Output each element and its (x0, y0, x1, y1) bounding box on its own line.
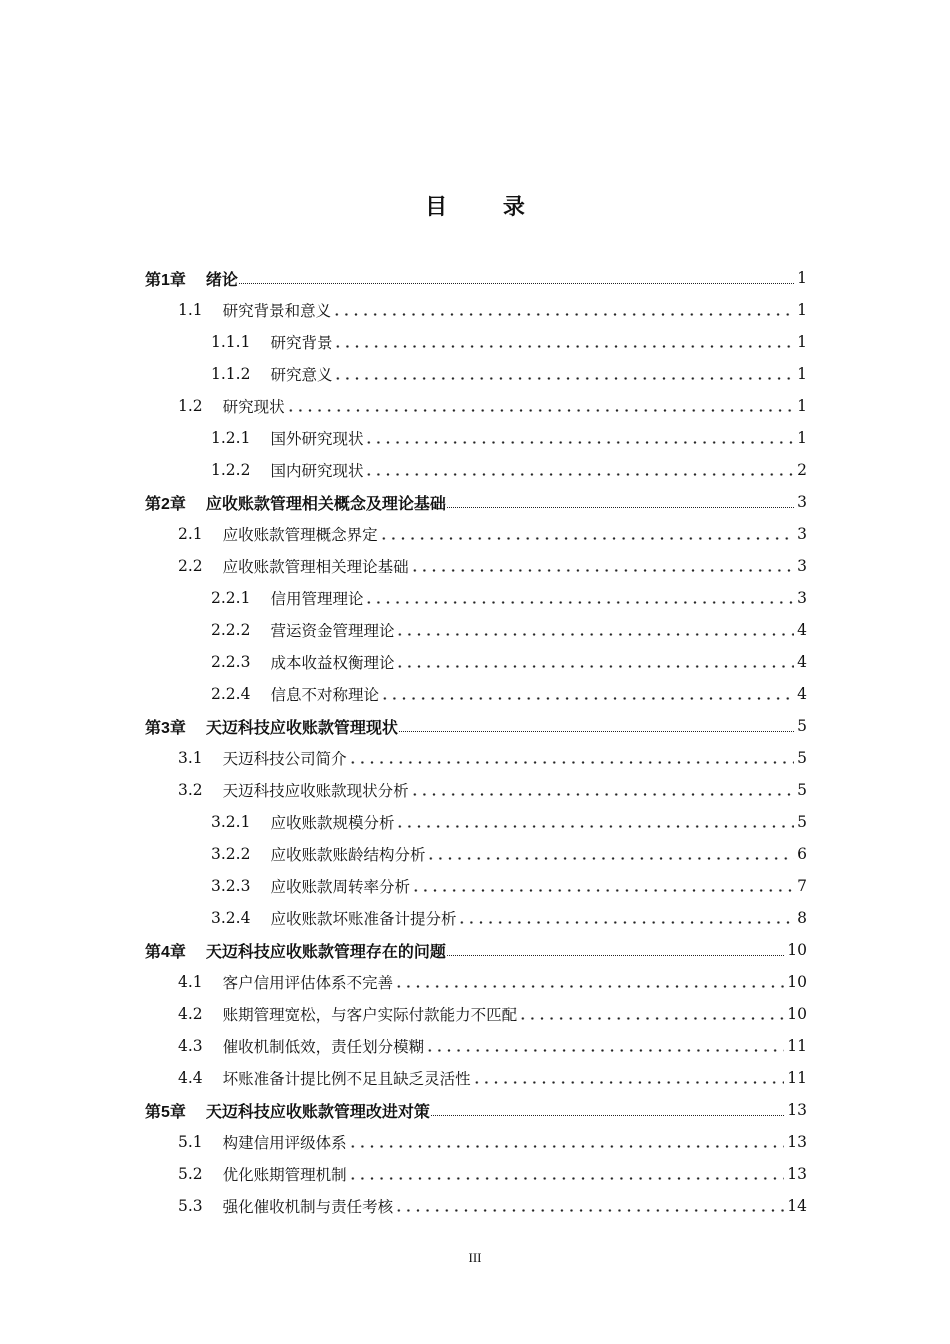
toc-entry-level-2[interactable] (178, 1030, 807, 1062)
toc-entry-label: 天迈科技应收账款管理现状 (205, 719, 398, 737)
dot-leader (431, 1111, 784, 1116)
toc-entry-number: 1.1 (178, 301, 203, 319)
dot-leader (518, 1017, 784, 1020)
dot-leader (333, 377, 794, 380)
toc-entry-page-number: 13 (787, 1101, 807, 1119)
toc-entry-level-2[interactable] (178, 1062, 807, 1094)
toc-entry-number: 2.2.3 (211, 653, 251, 671)
dot-leader (348, 761, 794, 764)
toc-entry-number: 1.2.2 (211, 461, 251, 479)
dot-leader (472, 1081, 785, 1084)
dot-leader (457, 921, 794, 924)
toc-entry-label: 研究背景和意义 (222, 302, 332, 320)
dot-leader (395, 665, 794, 668)
toc-entry-number: 2.1 (178, 525, 203, 543)
toc-entry-page-number: 10 (787, 973, 807, 991)
toc-entry-page-number: 5 (797, 813, 807, 831)
toc-entry-label: 信息不对称理论 (270, 686, 379, 704)
toc-entry-number: 第4章 (145, 943, 186, 961)
toc-entry-level-3[interactable] (211, 422, 807, 454)
dot-leader (239, 279, 794, 284)
toc-entry-label: 成本收益权衡理论 (270, 654, 395, 672)
toc-entry-number: 4.3 (178, 1037, 203, 1055)
toc-entry-level-2[interactable] (178, 742, 807, 774)
toc-entry-number: 3.2.1 (211, 813, 251, 831)
toc-entry-page-number: 6 (797, 845, 807, 863)
toc-entry-page-number: 1 (797, 333, 807, 351)
toc-entry-label: 优化账期管理机制 (222, 1166, 347, 1184)
dot-leader (411, 889, 794, 892)
toc-entry-page-number: 1 (797, 365, 807, 383)
toc-entry-level-2[interactable] (178, 518, 807, 550)
toc-entry-level-2[interactable] (178, 1190, 807, 1222)
toc-entry-label: 坏账准备计提比例不足且缺乏灵活性 (222, 1070, 471, 1088)
toc-entry-label: 研究意义 (270, 366, 333, 384)
toc-entry-page-number: 7 (797, 877, 807, 895)
toc-title: 目 录 (425, 195, 549, 220)
toc-entry-level-3[interactable] (211, 326, 807, 358)
toc-entry-number: 4.2 (178, 1005, 203, 1023)
toc-entry-label: 构建信用评级体系 (222, 1134, 347, 1152)
toc-entry-label: 研究背景 (270, 334, 333, 352)
toc-entry-level-1[interactable] (145, 1094, 807, 1126)
toc-entry-page-number: 5 (797, 717, 807, 735)
toc-entry-number: 第3章 (145, 719, 186, 737)
toc-entry-page-number: 5 (797, 749, 807, 767)
toc-entry-level-3[interactable] (211, 646, 807, 678)
toc-entry-page-number: 11 (787, 1037, 807, 1055)
toc-entry-number: 3.2.2 (211, 845, 251, 863)
toc-entry-page-number: 10 (787, 941, 807, 959)
toc-entry-number: 5.2 (178, 1165, 203, 1183)
toc-entry-label: 天迈科技应收账款管理改进对策 (205, 1103, 430, 1121)
dot-leader (348, 1145, 785, 1148)
toc-entry-level-2[interactable] (178, 550, 807, 582)
toc-entry-level-3[interactable] (211, 678, 807, 710)
dot-leader (395, 825, 794, 828)
toc-entry-number: 5.3 (178, 1197, 203, 1215)
toc-entry-page-number: 3 (797, 525, 807, 543)
toc-entry-page-number: 13 (787, 1133, 807, 1151)
dot-leader (426, 857, 794, 860)
dot-leader (447, 951, 784, 956)
toc-entry-number: 2.2 (178, 557, 203, 575)
toc-entry-label: 应收账款规模分析 (270, 814, 395, 832)
toc-entry-level-2[interactable] (178, 774, 807, 806)
dot-leader (410, 793, 794, 796)
toc-entry-label: 强化催收机制与责任考核 (222, 1198, 394, 1216)
toc-entry-label: 账期管理宽松，与客户实际付款能力不匹配 (222, 1006, 518, 1024)
dot-leader (447, 503, 794, 508)
toc-entry-level-2[interactable] (178, 1126, 807, 1158)
toc-entry-level-1[interactable] (145, 486, 807, 518)
dot-leader (425, 1049, 784, 1052)
toc-entry-label: 应收账款管理概念界定 (222, 526, 378, 544)
toc-entry-label: 应收账款坏账准备计提分析 (270, 910, 457, 928)
dot-leader (410, 569, 794, 572)
toc-entry-page-number: 11 (787, 1069, 807, 1087)
toc-entry-label: 应收账款管理相关概念及理论基础 (205, 495, 446, 513)
toc-entry-label: 国外研究现状 (270, 430, 364, 448)
toc-entry-level-3[interactable] (211, 902, 807, 934)
dot-leader (286, 409, 794, 412)
toc-entry-number: 第2章 (145, 495, 186, 513)
toc-entry-label: 催收机制低效，责任划分模糊 (222, 1038, 425, 1056)
dot-leader (394, 1209, 784, 1212)
toc-entry-number: 1.1.2 (211, 365, 251, 383)
toc-entry-label: 天迈科技公司简介 (222, 750, 347, 768)
toc-entry-level-3[interactable] (211, 614, 807, 646)
dot-leader (395, 633, 794, 636)
toc-entry-number: 5.1 (178, 1133, 203, 1151)
toc-entry-level-3[interactable] (211, 870, 807, 902)
toc-entry-page-number: 1 (797, 397, 807, 415)
toc-entry-level-3[interactable] (211, 358, 807, 390)
toc-entry-number: 1.2 (178, 397, 203, 415)
toc-entry-number: 2.2.4 (211, 685, 251, 703)
toc-entry-number: 3.2.4 (211, 909, 251, 927)
dot-leader (364, 441, 794, 444)
toc-entry-page-number: 3 (797, 589, 807, 607)
toc-entry-level-3[interactable] (211, 806, 807, 838)
toc-entry-number: 2.2.1 (211, 589, 251, 607)
toc-entry-page-number: 1 (797, 301, 807, 319)
dot-leader (399, 727, 794, 732)
toc-entry-number: 3.2 (178, 781, 203, 799)
toc-entry-level-2[interactable] (178, 294, 807, 326)
toc-entry-label: 绪论 (205, 271, 238, 289)
toc-entry-level-2[interactable] (178, 390, 807, 422)
dot-leader (394, 985, 784, 988)
toc-entry-page-number: 1 (797, 269, 807, 287)
toc-entry-label: 研究现状 (222, 398, 285, 416)
toc-entry-number: 3.1 (178, 749, 203, 767)
toc-entry-level-2[interactable] (178, 966, 807, 998)
toc-entry-number: 第5章 (145, 1103, 186, 1121)
toc-entry-label: 天迈科技应收账款管理存在的问题 (205, 943, 446, 961)
page-number-footer: III (468, 1250, 482, 1265)
toc-entry-page-number: 4 (797, 653, 807, 671)
toc-entry-page-number: 4 (797, 621, 807, 639)
dot-leader (348, 1177, 785, 1180)
toc-entry-label: 应收账款周转率分析 (270, 878, 410, 896)
toc-entry-level-1[interactable] (145, 262, 807, 294)
toc-entry-number: 2.2.2 (211, 621, 251, 639)
dot-leader (379, 537, 794, 540)
toc-entry-number: 3.2.3 (211, 877, 251, 895)
toc-entry-page-number: 8 (797, 909, 807, 927)
dot-leader (364, 601, 794, 604)
toc-entry-label: 应收账款账龄结构分析 (270, 846, 426, 864)
toc-entry-level-3[interactable] (211, 838, 807, 870)
toc-entry-page-number: 1 (797, 429, 807, 447)
toc-entry-label: 客户信用评估体系不完善 (222, 974, 394, 992)
toc-entry-page-number: 3 (797, 557, 807, 575)
dot-leader (333, 345, 794, 348)
toc-entry-label: 天迈科技应收账款现状分析 (222, 782, 409, 800)
toc-entry-number: 4.4 (178, 1069, 203, 1087)
toc-entry-label: 国内研究现状 (270, 462, 364, 480)
toc-entry-level-3[interactable] (211, 582, 807, 614)
toc-entry-level-1[interactable] (145, 710, 807, 742)
toc-entry-level-1[interactable] (145, 934, 807, 966)
toc-entry-page-number: 2 (797, 461, 807, 479)
toc-entry-page-number: 14 (787, 1197, 807, 1215)
dot-leader (332, 313, 794, 316)
toc-entry-label: 营运资金管理理论 (270, 622, 395, 640)
dot-leader (380, 697, 794, 700)
toc-entry-number: 1.1.1 (211, 333, 251, 351)
toc-entry-level-2[interactable] (178, 998, 807, 1030)
toc-entry-page-number: 3 (797, 493, 807, 511)
dot-leader (364, 473, 794, 476)
toc-entry-label: 信用管理理论 (270, 590, 364, 608)
toc-entry-page-number: 13 (787, 1165, 807, 1183)
toc-entry-level-2[interactable] (178, 1158, 807, 1190)
toc-entry-number: 第1章 (145, 271, 186, 289)
toc-entry-page-number: 4 (797, 685, 807, 703)
toc-entry-level-3[interactable] (211, 454, 807, 486)
toc-entry-page-number: 10 (787, 1005, 807, 1023)
toc-entry-number: 4.1 (178, 973, 203, 991)
toc-entry-page-number: 5 (797, 781, 807, 799)
toc-entry-number: 1.2.1 (211, 429, 251, 447)
toc-entry-label: 应收账款管理相关理论基础 (222, 558, 409, 576)
